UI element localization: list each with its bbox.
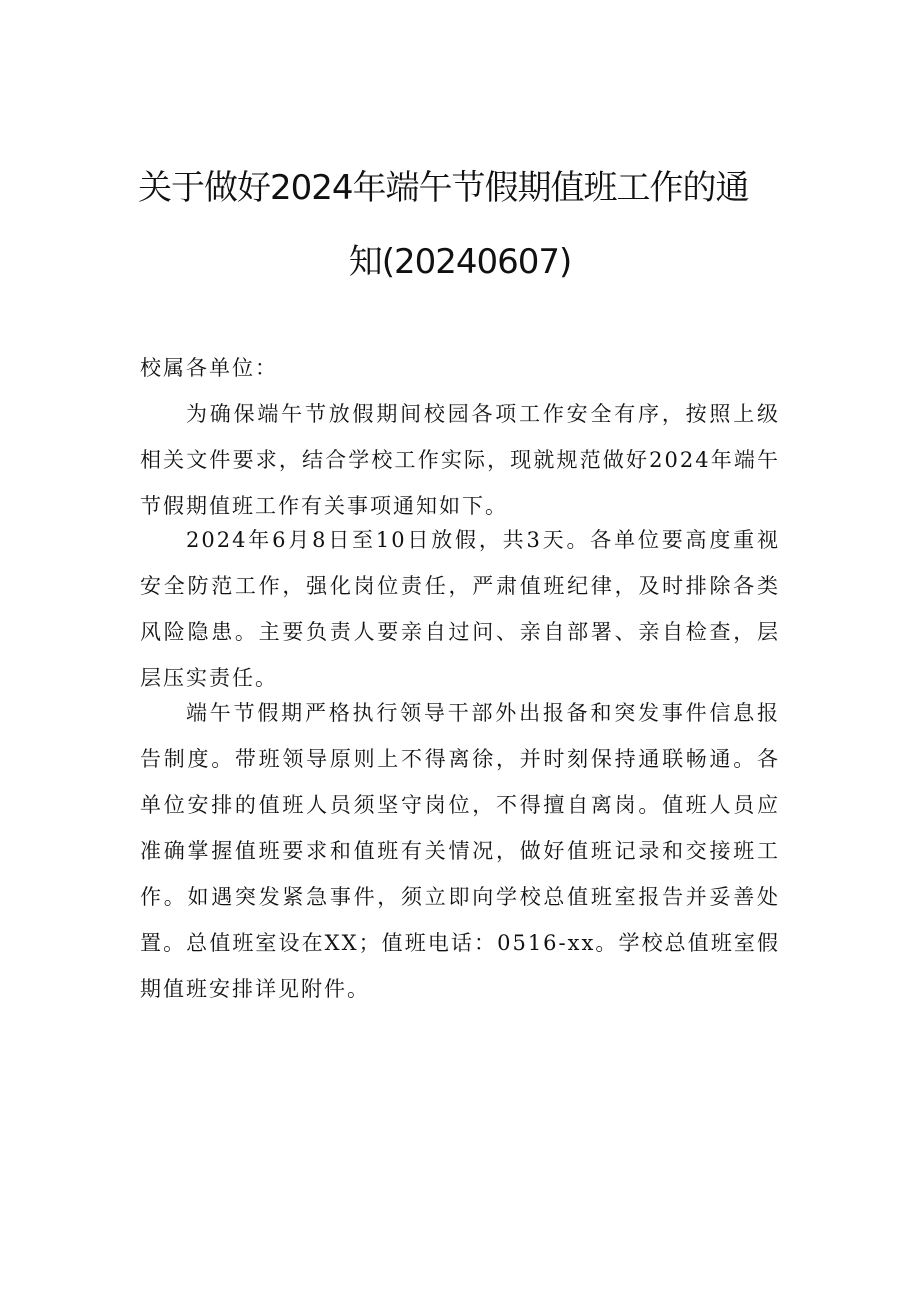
salutation: 校属各单位：	[140, 356, 278, 380]
paragraph-holiday-schedule: 2024年6月8日至10日放假，共3天。各单位要高度重视安全防范工作，强化岗位责任，严肃值班纪律，及时排除各类风险隐患。主要负责人要亲自过问、亲自部署、亲自检查，层层压实责任。	[140, 528, 780, 690]
paragraph-duty-requirements: 端午节假期严格执行领导干部外出报备和突发事件信息报告制度。带班领导原则上不得离徐，并时刻保持通联畅通。各单位安排的值班人员须坚守岗位，不得擅自离岗。值班人员应准确掌握值班要求和值班有关情况，做好值班记录和交接班工作。如遇突发紧急事件，须立即向学校总值班室报告并妥善处置。总值班室设在XX；值班电话：0516-xx。学校总值班室假期值班安排详见附件。	[140, 701, 780, 1001]
document-title-line-1: 关于做好2024年端午节假期值班工作的通	[138, 168, 749, 208]
document-title-line-2: 知(20240607)	[348, 242, 572, 282]
paragraph-intro: 为确保端午节放假期间校园各项工作安全有序，按照上级相关文件要求，结合学校工作实际，现就规范做好2024年端午节假期值班工作有关事项通知如下。	[140, 402, 780, 518]
